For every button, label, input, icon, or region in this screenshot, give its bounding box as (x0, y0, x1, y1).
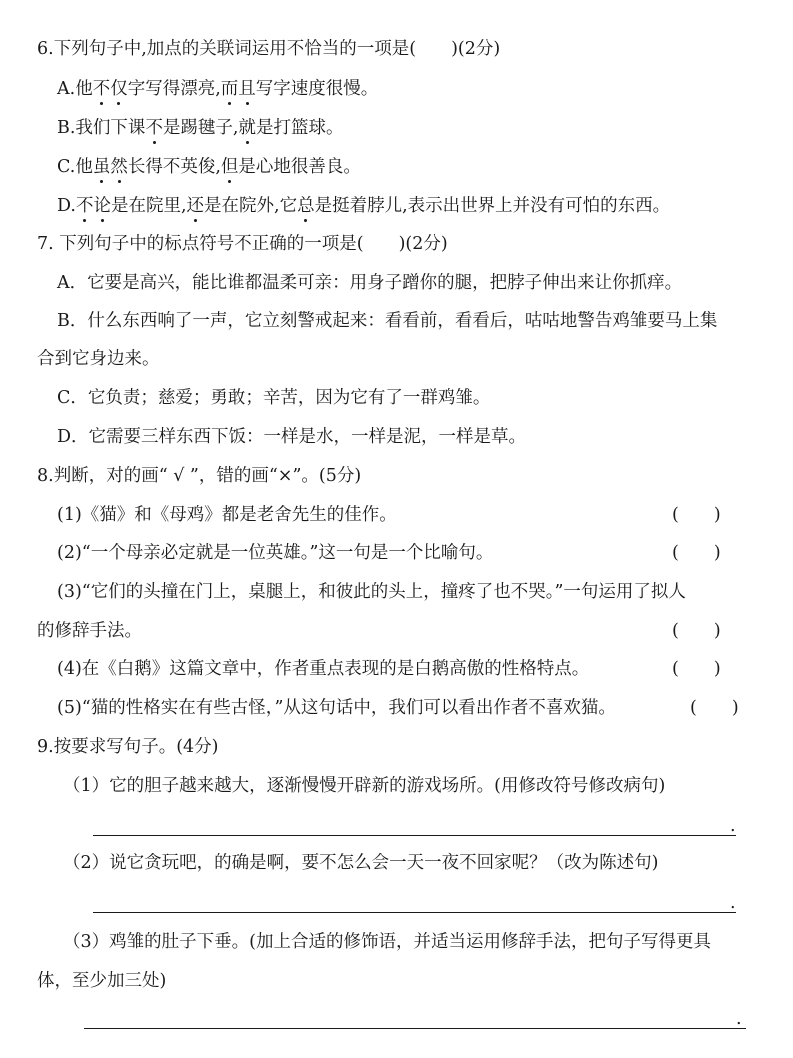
q9-answer-period-3: . (736, 1009, 742, 1029)
q6-option-a: A.他不仅字写得漂亮,而且写字速度很慢。 (57, 79, 379, 99)
q8-item-4: (4)在《白鹅》这篇文章中，作者重点表现的是白鹅高傲的性格特点。 (57, 659, 590, 679)
q9-answer-period-1: . (730, 816, 736, 836)
q7-option-c: C．它负责；慈爱；勇敢；辛苦，因为它有了一群鸡雏。 (57, 388, 491, 408)
q9-item-3-line2: 体，至少加三处) (37, 971, 167, 991)
q8-answer-paren-3[interactable]: ( ) (672, 621, 721, 641)
q8-stem: 8.判断，对的画“ √ ”，错的画“×”。(5分) (37, 466, 362, 486)
q8-answer-paren-2[interactable]: ( ) (672, 543, 721, 563)
q7-option-b-line2: 合到它身边来。 (37, 349, 160, 369)
q9-stem: 9.按要求写句子。(4分) (37, 737, 219, 757)
q6-option-b: B.我们下课不是踢毽子,就是打篮球。 (57, 118, 344, 138)
q8-item-5: (5)“猫的性格实在有些古怪，”从这句话中，我们可以看出作者不喜欢猫。 (57, 698, 616, 718)
q8-answer-paren-4[interactable]: ( ) (672, 659, 721, 679)
q9-answer-line-1[interactable] (93, 835, 736, 836)
q9-item-2: （2）说它贪玩吧，的确是啊，要不怎么会一天一夜不回家呢？（改为陈述句) (63, 853, 659, 873)
q8-item-1: (1)《猫》和《母鸡》都是老舍先生的佳作。 (57, 505, 397, 525)
q7-option-b-line1: B．什么东西响了一声，它立刻警戒起来：看看前，看看后，咕咕地警告鸡雏要马上集 (57, 311, 718, 331)
q8-item-3-line2: 的修辞手法。 (37, 621, 142, 641)
q6-stem: 6.下列句子中,加点的关联词运用不恰当的一项是( )(2分) (37, 39, 501, 59)
q9-item-3-line1: （3）鸡雏的肚子下垂。(加上合适的修饰语，并适当运用修辞手法，把句子写得更具 (63, 932, 711, 952)
q8-answer-paren-5[interactable]: ( ) (690, 698, 739, 718)
q8-answer-paren-1[interactable]: ( ) (672, 505, 721, 525)
q7-option-a: A．它要是高兴，能比谁都温柔可亲：用身子蹭你的腿，把脖子伸出来让你抓痒。 (57, 273, 683, 293)
q9-answer-period-2: . (730, 893, 736, 913)
q9-answer-line-3[interactable] (84, 1028, 746, 1029)
q7-option-d: D．它需要三样东西下饭：一样是水，一样是泥，一样是草。 (57, 427, 527, 447)
q8-item-2: (2)“一个母亲必定就是一位英雄。”这一句是一个比喻句。 (57, 543, 494, 563)
q9-item-1: （1）它的胆子越来越大，逐渐慢慢开辟新的游戏场所。(用修改符号修改病句) (63, 776, 666, 796)
q9-answer-line-2[interactable] (93, 912, 736, 913)
q7-stem: 7. 下列句子中的标点符号不正确的一项是( )(2分) (37, 234, 448, 254)
q8-item-3-line1: (3)“它们的头撞在门上，桌腿上，和彼此的头上，撞疼了也不哭。”一句运用了拟人 (57, 582, 686, 602)
q6-option-d: D.不论是在院里,还是在院外,它总是挺着脖儿,表示出世界上并没有可怕的东西。 (57, 196, 671, 216)
q6-option-c: C.他虽然长得不英俊,但是心地很善良。 (57, 157, 361, 177)
